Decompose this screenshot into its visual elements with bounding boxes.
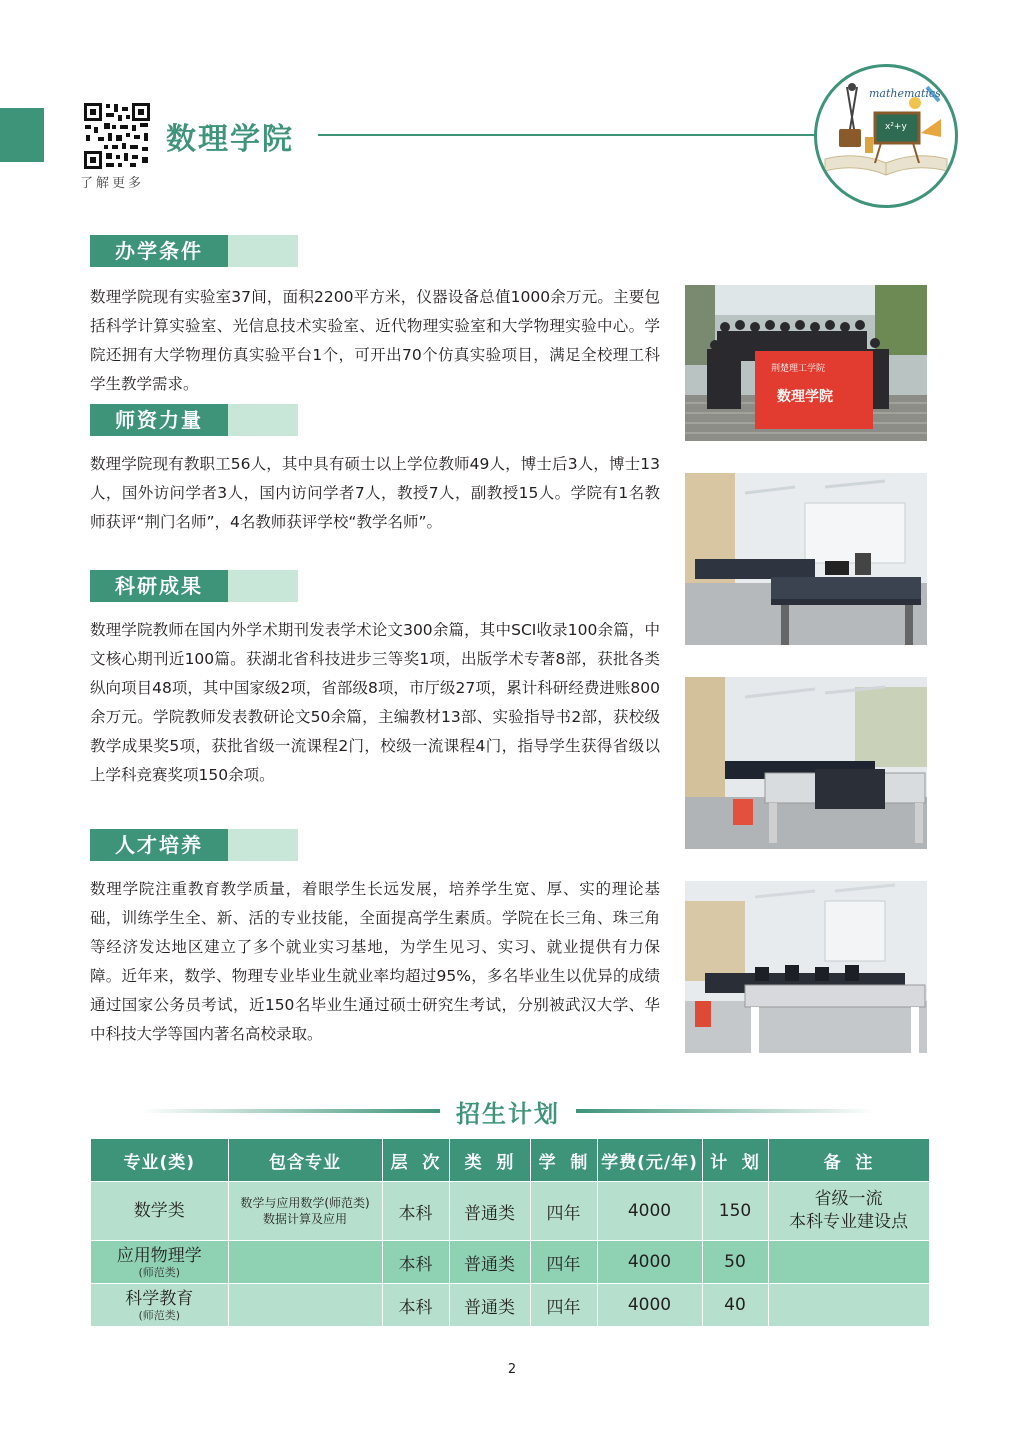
banner-college-text: 数理学院 — [777, 389, 833, 405]
qr-code-icon[interactable] — [82, 101, 152, 171]
note-line: 省级一流 — [814, 1189, 883, 1209]
svg-text:x²+y: x²+y — [885, 122, 907, 132]
cell-note — [768, 1182, 929, 1241]
cell-fee: 4000 — [597, 1284, 702, 1327]
header-category: 类 别 — [449, 1139, 530, 1182]
mathematics-emblem — [814, 64, 958, 208]
cell-major — [91, 1241, 228, 1284]
enrollment-table — [91, 1139, 930, 1326]
header-fee: 学费(元/年) — [597, 1139, 702, 1182]
cell-major — [91, 1182, 228, 1241]
plan-title-rule-right — [576, 1109, 876, 1113]
cell-included — [228, 1284, 382, 1327]
table-header-row — [91, 1139, 929, 1182]
cell-major — [91, 1284, 228, 1327]
cell-level: 本科 — [382, 1182, 449, 1241]
cell-note — [768, 1284, 929, 1327]
cell-quota: 40 — [702, 1284, 768, 1327]
cell-fee: 4000 — [597, 1182, 702, 1241]
cell-quota: 50 — [702, 1241, 768, 1284]
note-line: 本科专业建设点 — [789, 1212, 908, 1232]
briefcase-icon — [839, 129, 861, 147]
header-included: 包含专业 — [228, 1139, 382, 1182]
table-row — [91, 1241, 929, 1284]
table-row — [91, 1284, 929, 1327]
banner-school-text: 荆楚理工学院 — [771, 364, 826, 374]
qr-caption: 了解更多 — [80, 176, 145, 191]
section-label-text: 人才培养 — [90, 829, 228, 861]
section-label-faculty — [90, 404, 298, 436]
included-major: 数学与应用数学(师范类) — [240, 1196, 370, 1210]
section-text-talent: 数理学院注重教育教学质量，着眼学生长远发展，培养学生宽、厚、实的理论基础，训练学生全、新、活的专业技能，全面提高学生素质。学院在长三角、珠三角等经济发达地区建立了多个就业实习基地，为学生见习、实习、就业提供有力保障。近年来，数学、物理专业毕业生就业率均超过95%，多名毕业生以优异的成绩通过国家公务员考试，近150名毕业生通过硕士研究生考试，分别被武汉大学、华中科技大学等国内著名高校录取。 — [90, 880, 660, 1043]
title-divider — [318, 134, 818, 136]
section-label-text: 办学条件 — [90, 235, 228, 267]
cell-included — [228, 1182, 382, 1241]
corner-accent-tab — [0, 108, 44, 162]
header-note: 备 注 — [768, 1139, 929, 1182]
header-duration: 学 制 — [530, 1139, 597, 1182]
major-subtitle: (师范类) — [138, 1308, 181, 1322]
plan-title-rule-left — [140, 1109, 440, 1113]
photo-lab-optics — [685, 473, 927, 645]
major-name: 科学教育 — [125, 1288, 194, 1309]
cell-category: 普通类 — [449, 1182, 530, 1241]
cell-duration: 四年 — [530, 1182, 597, 1241]
photo-group-students — [685, 285, 927, 441]
cell-included — [228, 1241, 382, 1284]
section-label-research — [90, 570, 298, 602]
cell-quota: 150 — [702, 1182, 768, 1241]
section-text-faculty: 数理学院现有教职工56人，其中具有硕士以上学位教师49人，博士后3人，博士13人，国外访问学者3人，国内访问学者7人，教授7人，副教授15人。学院有1名教师获评“荆门名师”，4名教师获评学校“教学名师”。 — [90, 455, 660, 531]
major-name: 数学类 — [133, 1201, 185, 1221]
photo-lab-computing — [685, 881, 927, 1053]
section-text-research: 数理学院教师在国内外学术期刊发表学术论文300余篇，其中SCI收录100余篇，中文核心期刊近100篇。获湖北省科技进步三等奖1项，出版学术专著8部，获批各类纵向项目48项，其中国家级2项，省部级8项，市厅级27项，累计科研经费进账800余万元。学院教师发表教研论文50余篇，主编教材13部、实验指导书2部，获校级教学成果奖5项，获批省级一流课程2门，校级一流课程4门，指导学生获得省级以上学科竞赛奖项150余项。 — [90, 621, 660, 784]
page-number: 2 — [507, 1362, 517, 1377]
page-title: 数理学院 — [166, 122, 294, 157]
cell-duration: 四年 — [530, 1241, 597, 1284]
header-major: 专业(类) — [91, 1139, 228, 1182]
cell-level: 本科 — [382, 1284, 449, 1327]
cell-category: 普通类 — [449, 1284, 530, 1327]
section-label-text: 师资力量 — [90, 404, 228, 436]
section-label-conditions — [90, 235, 298, 267]
cell-note — [768, 1241, 929, 1284]
header-level: 层 次 — [382, 1139, 449, 1182]
cell-fee: 4000 — [597, 1241, 702, 1284]
major-name: 应用物理学 — [116, 1245, 202, 1266]
header-quota: 计 划 — [702, 1139, 768, 1182]
section-text-conditions: 数理学院现有实验室37间，面积2200平方米，仪器设备总值1000余万元。主要包括科学计算实验室、光信息技术实验室、近代物理实验室和大学物理实验中心。学院还拥有大学物理仿真实验平台1个，可开出70个仿真实验项目，满足全校理工科学生教学需求。 — [90, 288, 660, 393]
table-row — [91, 1182, 929, 1241]
cell-level: 本科 — [382, 1241, 449, 1284]
section-label-talent — [90, 829, 298, 861]
photo-lab-physics — [685, 677, 927, 849]
logo-text: mathematics — [869, 87, 941, 100]
major-subtitle: (师范类) — [138, 1265, 181, 1279]
cell-duration: 四年 — [530, 1284, 597, 1327]
section-label-text: 科研成果 — [90, 570, 228, 602]
cell-category: 普通类 — [449, 1241, 530, 1284]
included-major: 数据计算及应用 — [262, 1212, 347, 1226]
plan-title: 招生计划 — [456, 1100, 560, 1128]
